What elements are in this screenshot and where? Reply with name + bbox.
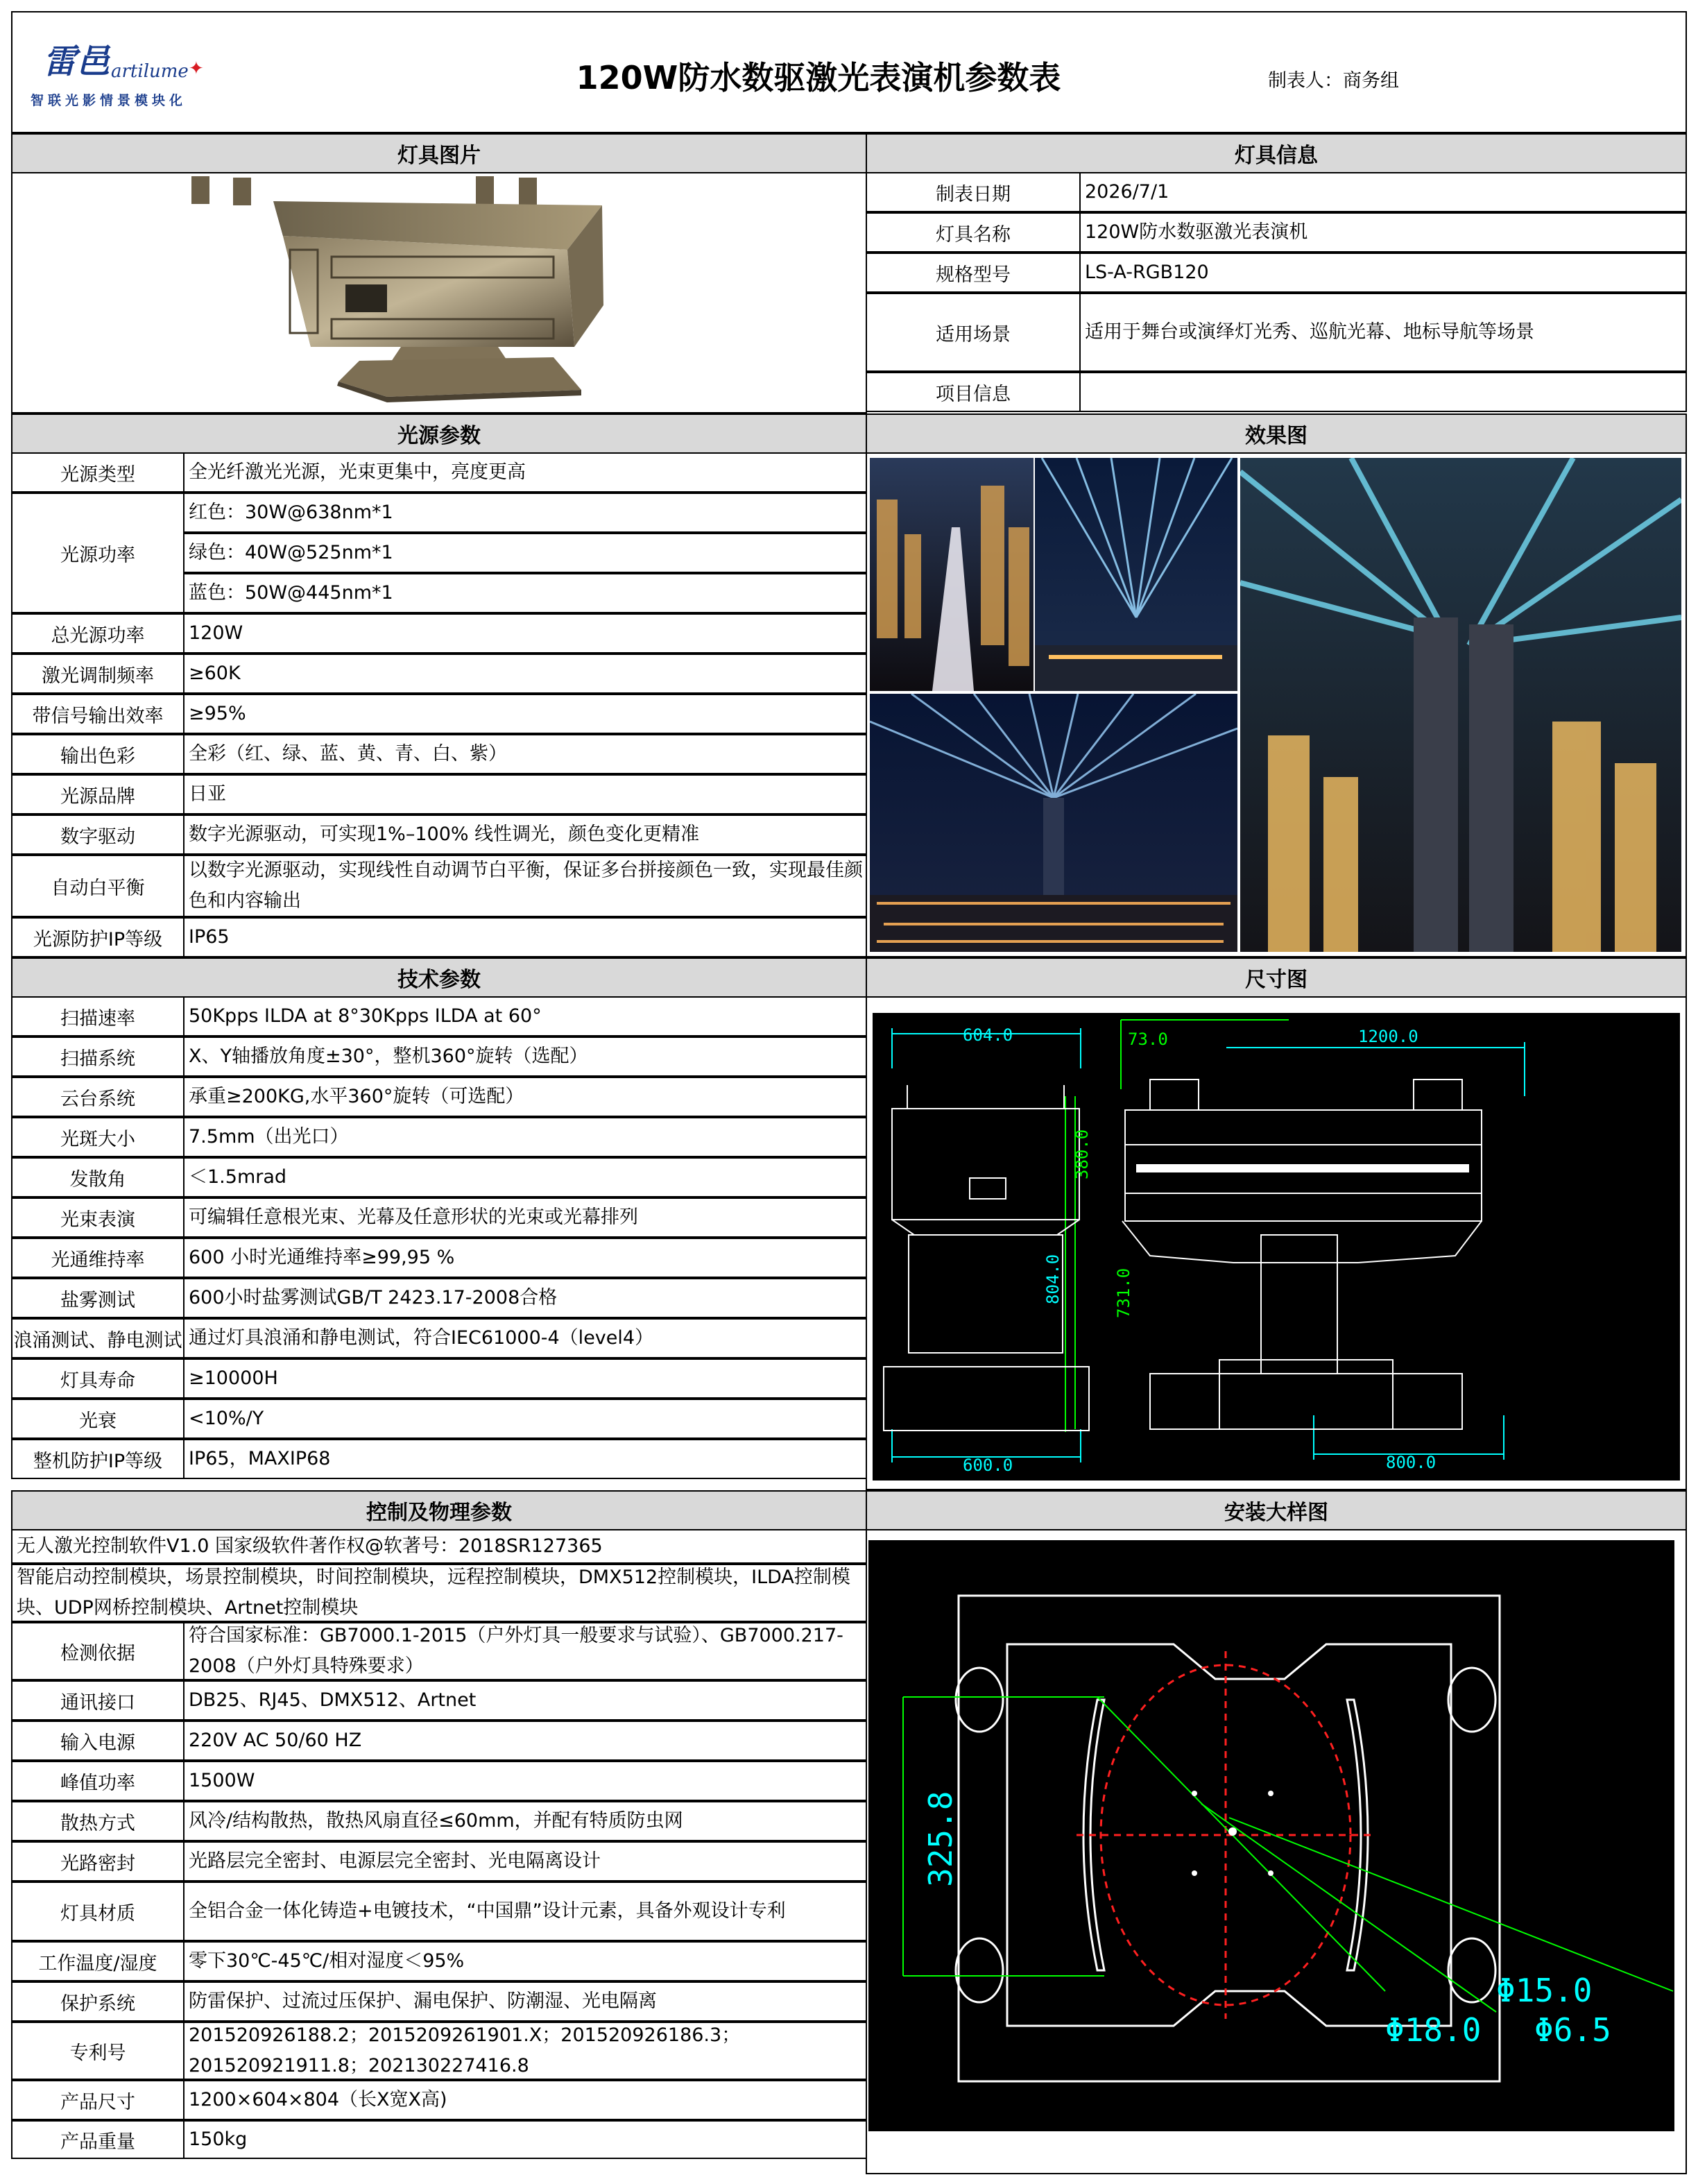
info-value: 2026/7/1 — [1079, 172, 1687, 212]
control-value: 150kg — [183, 2120, 867, 2159]
light-label: 光源品牌 — [11, 774, 185, 814]
control-label: 输入电源 — [11, 1721, 185, 1761]
section-light: 光源参数 — [11, 413, 867, 454]
tech-label: 灯具寿命 — [11, 1358, 185, 1399]
dim-804: 804.0 — [1043, 1254, 1063, 1304]
tech-value: ≥10000H — [183, 1358, 867, 1399]
light-label: 带信号输出效率 — [11, 694, 185, 734]
dim-front-bottom: 600.0 — [963, 1456, 1013, 1475]
light-value: 以数字光源驱动，实现线性自动调节白平衡，保证多台拼接颜色一致，实现最佳颜色和内容输出 — [183, 855, 867, 917]
install-d15: Φ15.0 — [1496, 1972, 1593, 2009]
light-label: 自动白平衡 — [11, 855, 185, 917]
info-value: 适用于舞台或演绎灯光秀、巡航光幕、地标导航等场景 — [1079, 293, 1687, 372]
tech-value: 600小时盐雾测试GB/T 2423.17-2008合格 — [183, 1278, 867, 1318]
dim-side-top: 1200.0 — [1358, 1027, 1418, 1046]
effect-image-beacon — [1035, 458, 1237, 691]
tech-label: 云台系统 — [11, 1077, 185, 1117]
section-control: 控制及物理参数 — [11, 1490, 867, 1530]
control-full-row: 无人激光控制软件V1.0 国家级软件著作权@软著号：2018SR127365 — [11, 1529, 867, 1564]
light-label: 数字驱动 — [11, 814, 185, 855]
tech-label: 扫描速率 — [11, 996, 185, 1036]
light-value: 全光纤激光光源，光束更集中，亮度更高 — [183, 452, 867, 493]
control-label: 保护系统 — [11, 1981, 185, 2022]
light-label: 光源防护IP等级 — [11, 917, 185, 957]
tech-label: 整机防护IP等级 — [11, 1439, 185, 1479]
light-value: 120W — [183, 613, 867, 654]
light-value: 日亚 — [183, 774, 867, 814]
logo-star-icon: ✦ — [189, 58, 204, 79]
light-value: 全彩（红、绿、蓝、黄、青、白、紫） — [183, 734, 867, 774]
page-title: 120W防水数驱激光表演机参数表 — [576, 59, 1061, 96]
control-value: 全铝合金一体化铸造+电镀技术，“中国鼎”设计元素，具备外观设计专利 — [183, 1882, 867, 1941]
control-label: 工作温度/湿度 — [11, 1941, 185, 1981]
control-value: 光路层完全密封、电源层完全密封、光电隔离设计 — [183, 1841, 867, 1882]
light-value: 绿色：40W@525nm*1 — [183, 533, 867, 573]
tech-label: 盐雾测试 — [11, 1278, 185, 1318]
light-value: 数字光源驱动，可实现1%–100% 线性调光，颜色变化更精准 — [183, 814, 867, 855]
control-value: DB25、RJ45、DMX512、Artnet — [183, 1680, 867, 1721]
logo-cn: 雷邑 — [43, 42, 110, 81]
light-value: IP65 — [183, 917, 867, 957]
tech-label: 扫描系统 — [11, 1036, 185, 1077]
control-label: 检测依据 — [11, 1622, 185, 1680]
tech-value: ＜1.5mrad — [183, 1157, 867, 1197]
light-value: ≥95% — [183, 694, 867, 734]
logo — [28, 32, 208, 115]
control-label: 峰值功率 — [11, 1761, 185, 1801]
tech-value: X、Y轴播放角度±30°，整机360°旋转（选配） — [183, 1036, 867, 1077]
dim-73: 73.0 — [1128, 1030, 1168, 1049]
section-effect: 效果图 — [866, 413, 1687, 454]
control-label: 产品重量 — [11, 2120, 185, 2159]
control-full-row: 智能启动控制模块，场景控制模块，时间控制模块，远程控制模块，DMX512控制模块，ILDA控制模块、UDP网桥控制模块、Artnet控制模块 — [11, 1564, 867, 1622]
install-d65: Φ6.5 — [1534, 2011, 1611, 2049]
tech-value: 7.5mm（出光口） — [183, 1117, 867, 1157]
control-value: 201520926188.2；2015209261901.X；201520926186.3；201520921911.8；202130227416.8 — [183, 2022, 867, 2080]
tech-label: 浪涌测试、静电测试 — [11, 1318, 185, 1358]
dim-front-top: 604.0 — [963, 1025, 1013, 1045]
control-label: 光路密封 — [11, 1841, 185, 1882]
logo-en: artilume — [111, 61, 189, 82]
tech-value: <10%/Y — [183, 1399, 867, 1439]
dimension-drawing — [873, 1013, 1680, 1481]
info-label: 灯具名称 — [866, 212, 1081, 253]
dim-side-bottom: 800.0 — [1386, 1453, 1437, 1472]
control-value: 符合国家标准：GB7000.1-2015（户外灯具一般要求与试验）、GB7000.217-2008（户外灯具特殊要求） — [183, 1622, 867, 1680]
dim-731: 731.0 — [1114, 1268, 1133, 1318]
maker-label: 制表人：商务组 — [1268, 70, 1399, 92]
light-label: 输出色彩 — [11, 734, 185, 774]
install-d18: Φ18.0 — [1385, 2011, 1482, 2049]
tech-value: IP65，MAXIP68 — [183, 1439, 867, 1479]
tech-label: 光衰 — [11, 1399, 185, 1439]
control-label: 散热方式 — [11, 1801, 185, 1841]
tech-value: 通过灯具浪涌和静电测试，符合IEC61000-4（level4） — [183, 1318, 867, 1358]
light-value: 蓝色：50W@445nm*1 — [183, 573, 867, 613]
control-value: 零下30℃-45℃/相对湿度＜95% — [183, 1941, 867, 1981]
info-label: 制表日期 — [866, 172, 1081, 212]
effect-image-skyline — [870, 694, 1237, 952]
section-info: 灯具信息 — [866, 133, 1687, 173]
tech-value: 50Kpps ILDA at 8°30Kpps ILDA at 60° — [183, 996, 867, 1036]
section-photo: 灯具图片 — [11, 133, 867, 173]
tech-label: 光束表演 — [11, 1197, 185, 1238]
control-value: 1500W — [183, 1761, 867, 1801]
product-photo — [12, 173, 866, 412]
light-label: 光源类型 — [11, 452, 185, 493]
control-label: 专利号 — [11, 2022, 185, 2080]
control-value: 1200×604×804（长X宽X高) — [183, 2080, 867, 2120]
effect-image-city — [870, 458, 1034, 691]
tech-label: 光通维持率 — [11, 1238, 185, 1278]
light-label: 总光源功率 — [11, 613, 185, 654]
product-photo-cell — [11, 172, 867, 413]
tech-label: 光斑大小 — [11, 1117, 185, 1157]
logo-slogan: 智联光影情景模块化 — [31, 93, 187, 108]
light-value: ≥60K — [183, 654, 867, 694]
light-value: 红色：30W@638nm*1 — [183, 493, 867, 533]
info-label: 适用场景 — [866, 293, 1081, 372]
control-value: 220V AC 50/60 HZ — [183, 1721, 867, 1761]
control-value: 风冷/结构散热，散热风扇直径≤60mm，并配有特质防虫网 — [183, 1801, 867, 1841]
tech-label: 发散角 — [11, 1157, 185, 1197]
tech-value: 600 小时光通维持率≥99,95 % — [183, 1238, 867, 1278]
info-value: LS-A-RGB120 — [1079, 253, 1687, 293]
control-label: 产品尺寸 — [11, 2080, 185, 2120]
effect-image-towers — [1240, 458, 1681, 952]
section-install: 安装大样图 — [866, 1490, 1687, 1530]
tech-value: 承重≥200KG,水平360°旋转（可选配） — [183, 1077, 867, 1117]
light-label: 光源功率 — [11, 493, 185, 613]
section-dimension: 尺寸图 — [866, 957, 1687, 998]
light-label: 激光调制频率 — [11, 654, 185, 694]
info-value — [1079, 372, 1687, 412]
tech-value: 可编辑任意根光束、光幕及任意形状的光束或光幕排列 — [183, 1197, 867, 1238]
info-label: 项目信息 — [866, 372, 1081, 412]
info-label: 规格型号 — [866, 253, 1081, 293]
control-label: 通讯接口 — [11, 1680, 185, 1721]
control-label: 灯具材质 — [11, 1882, 185, 1941]
install-drawing — [868, 1540, 1674, 2131]
control-value: 防雷保护、过流过压保护、漏电保护、防潮湿、光电隔离 — [183, 1981, 867, 2022]
dim-380: 380.0 — [1072, 1129, 1092, 1179]
install-height: 325.8 — [922, 1791, 959, 1887]
info-value: 120W防水数驱激光表演机 — [1079, 212, 1687, 253]
section-tech: 技术参数 — [11, 957, 867, 998]
